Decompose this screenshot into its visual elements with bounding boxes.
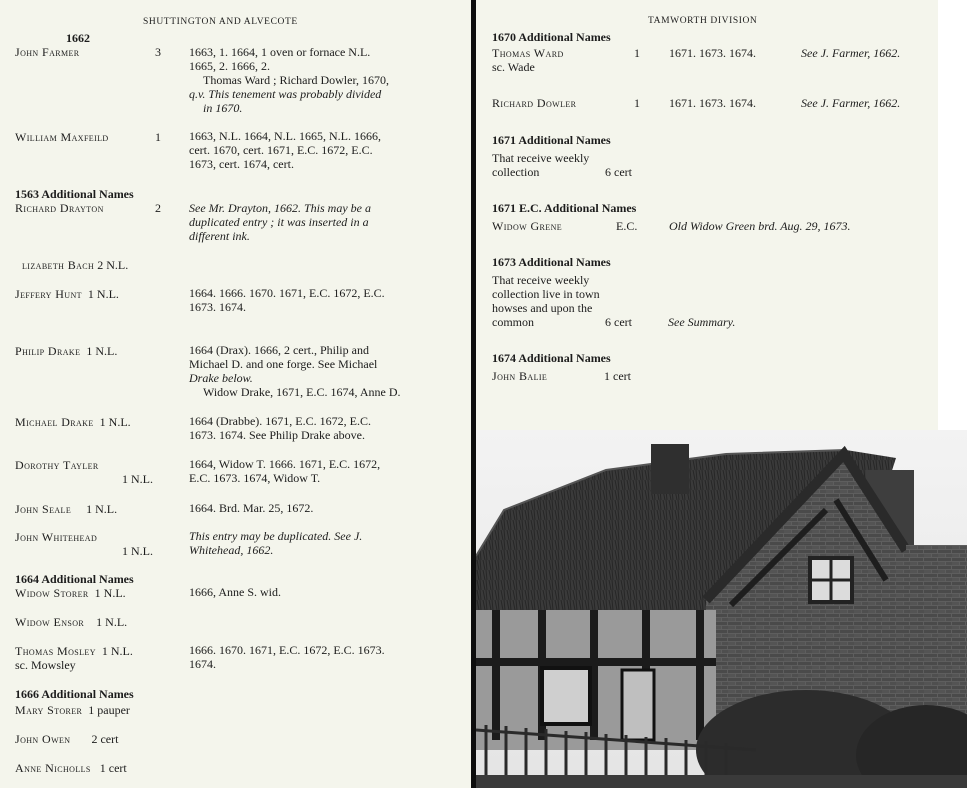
entry-count: 1 N.L.: [122, 472, 153, 486]
section-heading: 1671 E.C. Additional Names: [492, 201, 637, 215]
section-heading: 1673 Additional Names: [492, 255, 611, 269]
cottage-photograph: [476, 430, 967, 788]
entry-count: 6 cert: [605, 165, 632, 179]
entry-count: 1: [634, 46, 640, 60]
entry-name: William Maxfeild: [15, 130, 109, 144]
entry-description: 1664. Brd. Mar. 25, 1672.: [189, 501, 314, 515]
entry-cross-reference: See Summary.: [668, 315, 736, 329]
entry-cross-reference: See J. Farmer, 1662.: [801, 46, 901, 60]
entry-name: Widow Grene: [492, 219, 563, 233]
entry-text: collection live in town: [492, 287, 600, 301]
entry-name-row: Anne Nicholls 1 cert: [15, 761, 127, 775]
section-heading: 1563 Additional Names: [15, 187, 134, 201]
entry-count: 6 cert: [605, 315, 632, 329]
entry-name-row: Widow Storer 1 N.L.: [15, 586, 126, 600]
entry-count: 2: [155, 201, 161, 215]
entry-alias: sc. Mowsley: [15, 658, 76, 672]
section-heading: 1666 Additional Names: [15, 687, 134, 701]
entry-name-row: Michael Drake 1 N.L.: [15, 415, 131, 429]
entry-name: John Balie: [492, 369, 548, 383]
entry-name: Thomas Ward: [492, 46, 564, 60]
entry-description: This entry may be duplicated. See J. Whitehead, 1662.: [189, 529, 363, 557]
entry-name: John Farmer: [15, 45, 80, 59]
entry-name-row: Thomas Mosley 1 N.L.: [15, 644, 133, 658]
entry-count: 3: [155, 45, 161, 59]
entry-description: See Mr. Drayton, 1662. This may be a duplicated entry ; it was inserted in a different ink.: [189, 201, 371, 243]
entry-name-row: John Owen 2 cert: [15, 732, 119, 746]
entry-name-row: Jeffery Hunt 1 N.L.: [15, 287, 119, 301]
entry-count: 1: [634, 96, 640, 110]
entry-description: 1666, Anne S. wid.: [189, 585, 282, 599]
entry-text: That receive weekly: [492, 273, 590, 287]
entry-text: collection: [492, 165, 540, 179]
entry-name: Richard Dowler: [492, 96, 577, 110]
entry-description: 1671. 1673. 1674.: [669, 46, 756, 60]
entry-text: That receive weekly: [492, 151, 590, 165]
entry-name-row: John Seale 1 N.L.: [15, 502, 118, 516]
entry-name: Richard Drayton: [15, 201, 104, 215]
entry-count: 1 N.L.: [122, 544, 153, 558]
entry-description: 1664 (Drabbe). 1671, E.C. 1672, E.C. 1673. 1674. See Philip Drake above.: [189, 414, 371, 442]
entry-name: John Whitehead: [15, 530, 98, 544]
entry-name: Dorothy Tayler: [15, 458, 99, 472]
section-heading: 1670 Additional Names: [492, 30, 611, 44]
entry-alias: sc. Wade: [492, 60, 535, 74]
entry-description: 1666. 1670. 1671, E.C. 1672, E.C. 1673. 1674.: [189, 643, 385, 671]
entry-count: E.C.: [616, 219, 638, 233]
entry-name-row: Mary Storer 1 pauper: [15, 703, 130, 717]
left-running-header: SHUTTINGTON AND ALVECOTE: [143, 17, 298, 27]
entry-count: 1: [155, 130, 161, 144]
section-heading: 1674 Additional Names: [492, 351, 611, 365]
entry-description: 1664. 1666. 1670. 1671, E.C. 1672, E.C. 1673. 1674.: [189, 286, 385, 314]
entry-description: 1664, Widow T. 1666. 1671, E.C. 1672, E.C. 1673. 1674, Widow T.: [189, 457, 381, 485]
section-heading: 1671 Additional Names: [492, 133, 611, 147]
entry-name-row: lizabeth Bach 2 N.L.: [22, 258, 129, 272]
entry-description: Old Widow Green brd. Aug. 29, 1673.: [669, 219, 851, 233]
entry-name-row: Widow Ensor 1 N.L.: [15, 615, 128, 629]
entry-description: 1663, 1. 1664, 1 oven or fornace N.L. 1665, 2. 1666, 2. Thomas Ward ; Richard Dowler, 1670, q.v. This tenement was probably divided in 1670.: [189, 45, 389, 115]
entry-description: 1664 (Drax). 1666, 2 cert., Philip and Michael D. and one forge. See Michael Drake below. Widow Drake, 1671, E.C. 1674, Anne D.: [189, 343, 401, 399]
entry-description: 1671. 1673. 1674.: [669, 96, 756, 110]
entry-text: common: [492, 315, 534, 329]
entry-name-row: Philip Drake 1 N.L.: [15, 344, 118, 358]
right-running-header: TAMWORTH DIVISION: [648, 16, 758, 26]
entry-text: howses and upon the: [492, 301, 593, 315]
section-heading: 1664 Additional Names: [15, 572, 134, 586]
entry-cross-reference: See J. Farmer, 1662.: [801, 96, 901, 110]
entry-description: 1663, N.L. 1664, N.L. 1665, N.L. 1666, cert. 1670, cert. 1671, E.C. 1672, E.C. 1673, cert. 1674, cert.: [189, 129, 381, 171]
entry-count: 1 cert: [604, 369, 631, 383]
year-heading: 1662: [66, 31, 90, 45]
